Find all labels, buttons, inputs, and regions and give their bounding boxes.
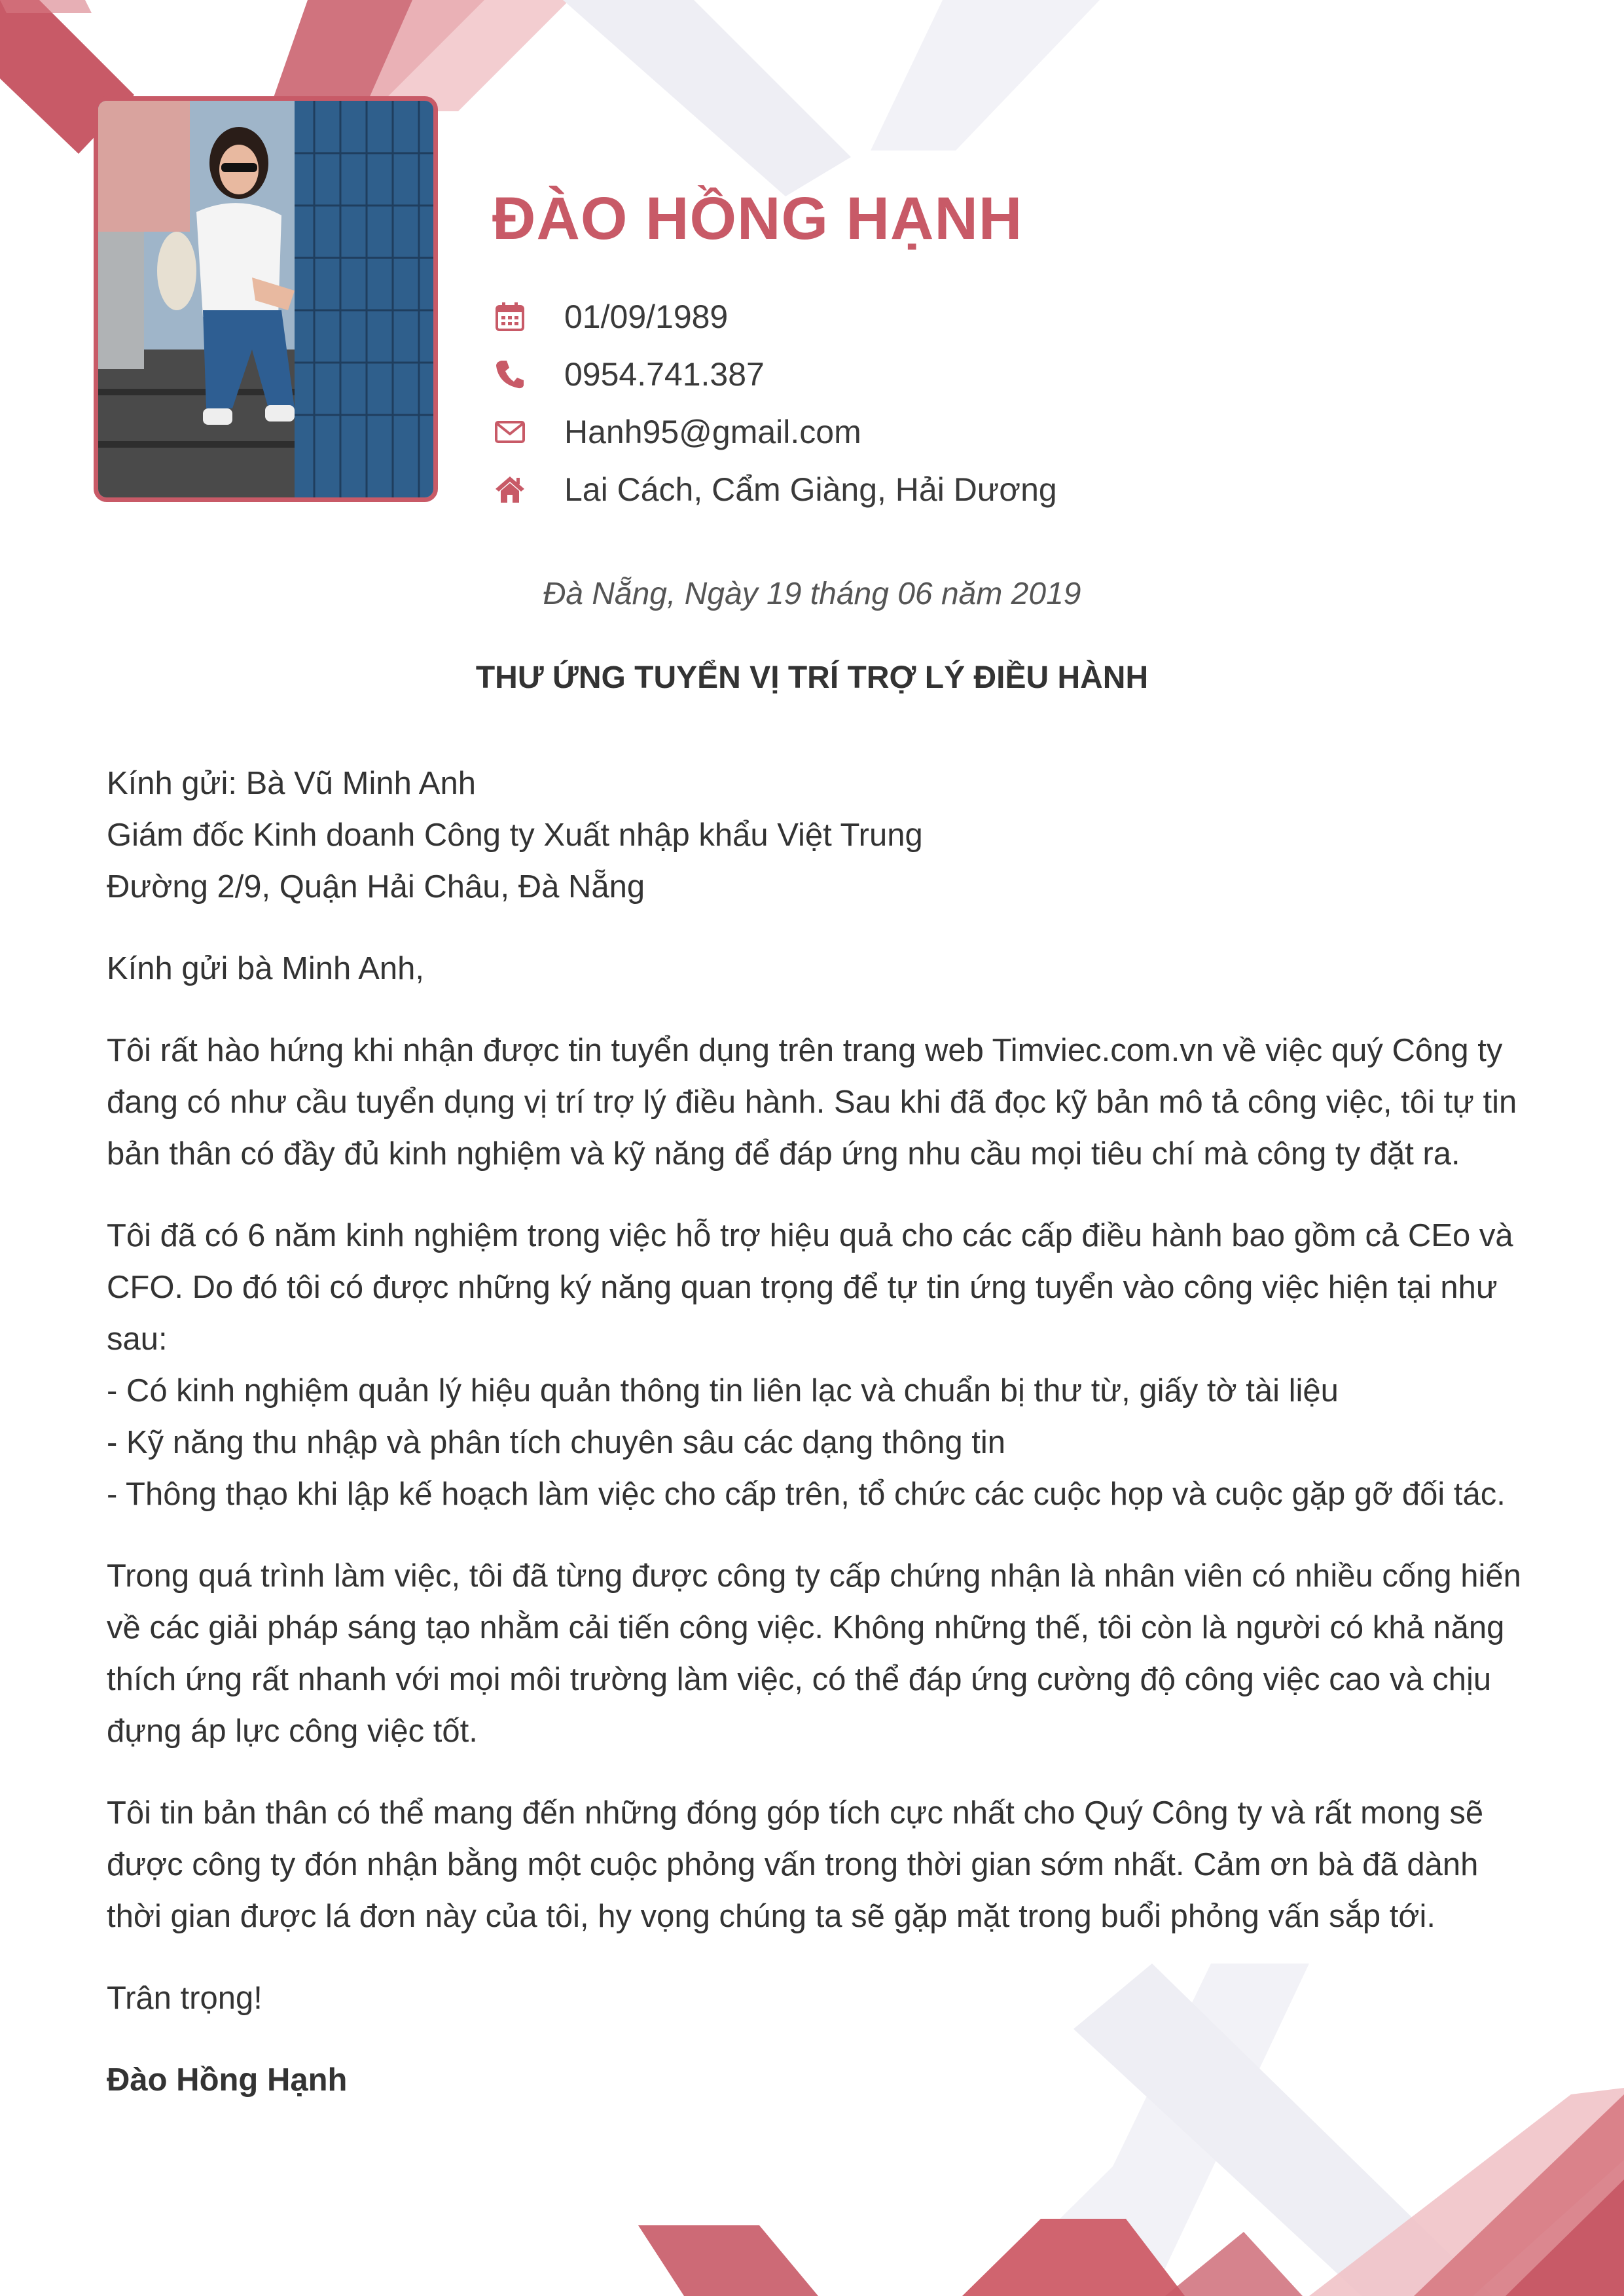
recipient-line: Đường 2/9, Quận Hải Châu, Đà Nẵng: [107, 869, 645, 905]
paragraph: Tôi đã có 6 năm kinh nghiệm trong việc hỗ trợ hiệu quả cho các cấp điều hành bao gồm cả CEo và CFO. Do đó tôi có được những ký năng quan trọng để tự tin ứng tuyển vào công việc hiện tại như sau:: [107, 1218, 1513, 1357]
recipient-line: Kính gửi: Bà Vũ Minh Anh: [107, 766, 476, 801]
contact-info: [492, 288, 1057, 518]
phone-text[interactable]: 0954.741.387: [564, 356, 765, 393]
paragraph: Tôi tin bản thân có thể mang đến những đóng góp tích cực nhất cho Quý Công ty và rất mong sẽ được công ty đón nhận bằng một cuộc phỏng vấn trong thời gian sớm nhất. Cảm ơn bà đã dành thời gian được lá đơn này của tôi, hy vọng chúng ta sẽ gặp mặt trong buổi phỏng vấn sắp tới.: [107, 1795, 1484, 1934]
home-icon: [492, 472, 528, 507]
recipient-line: Giám đốc Kinh doanh Công ty Xuất nhập khẩu Việt Trung: [107, 817, 923, 853]
email-text[interactable]: Hanh95@gmail.com: [564, 414, 861, 450]
paragraph: Trong quá trình làm việc, tôi đã từng được công ty cấp chứng nhận là nhân viên có nhiều cống hiến về các giải pháp sáng tạo nhằm cải tiến công việc. Không những thế, tôi còn là người có khả năng thích ứng rất nhanh với mọi môi trường làm việc, có thể đáp ứng cường độ công việc cao và chịu đựng áp lực công việc tốt.: [107, 1558, 1521, 1749]
birthdate-text: 01/09/1989: [564, 298, 729, 335]
profile-photo: [94, 96, 438, 502]
recipient-block: [107, 758, 1534, 913]
signature: Đào Hồng Hạnh: [107, 2062, 348, 2098]
skill-item: - Thông thạo khi lập kế hoạch làm việc cho cấp trên, tổ chức các cuộc họp và cuộc gặp gỡ đối tác.: [107, 1477, 1506, 1512]
calendar-icon: [492, 299, 528, 334]
envelope-icon: [492, 414, 528, 450]
address-text: Lai Cách, Cẩm Giàng, Hải Dương: [564, 471, 1057, 508]
letter-body: [107, 758, 1534, 2136]
contact-email: [492, 403, 1057, 461]
phone-icon: [492, 357, 528, 392]
skills-block: [107, 1210, 1534, 1520]
contact-phone: [492, 346, 1057, 403]
closing: Trân trọng!: [107, 1981, 262, 2016]
contact-birthdate: [492, 288, 1057, 346]
applicant-name: ĐÀO HỒNG HẠNH: [492, 185, 1023, 252]
skill-item: - Kỹ năng thu nhập và phân tích chuyên sâu các dạng thông tin: [107, 1425, 1005, 1460]
letter-title: THƯ ỨNG TUYỂN VỊ TRÍ TRỢ LÝ ĐIỀU HÀNH: [475, 660, 1149, 695]
salutation: Kính gửi bà Minh Anh,: [107, 951, 424, 986]
paragraph: Tôi rất hào hứng khi nhận được tin tuyển dụng trên trang web Timviec.com.vn về việc quý Công ty đang có như cầu tuyển dụng vị trí trợ lý điều hành. Sau khi đã đọc kỹ bản mô tả công việc, tôi tự tin bản thân có đầy đủ kinh nghiệm và kỹ năng để đáp ứng nhu cầu mọi tiêu chí mà công ty đặt ra.: [107, 1033, 1517, 1172]
skill-item: - Có kinh nghiệm quản lý hiệu quản thông tin liên lạc và chuẩn bị thư từ, giấy tờ tài liệu: [107, 1373, 1339, 1408]
contact-address: [492, 461, 1057, 518]
letter-dateline: Đà Nẵng, Ngày 19 tháng 06 năm 2019: [543, 577, 1081, 611]
